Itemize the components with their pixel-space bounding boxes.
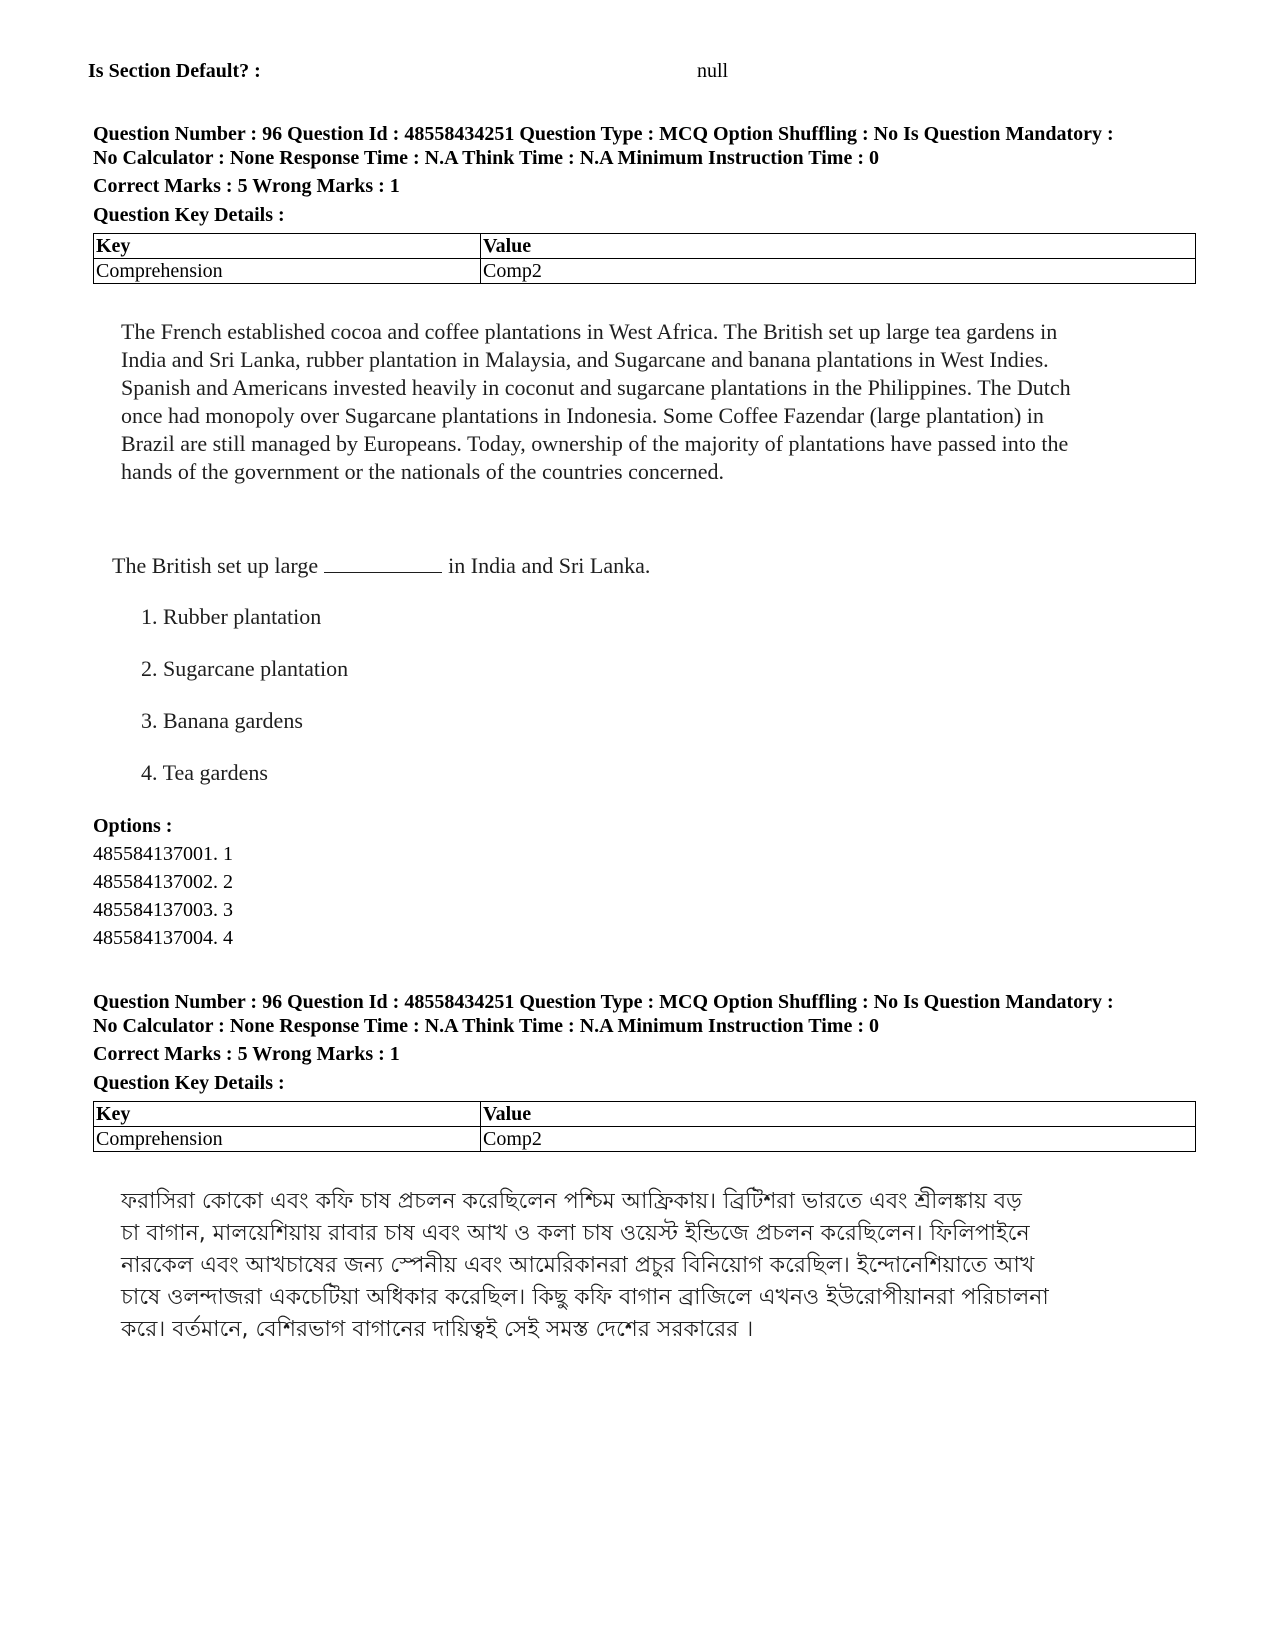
options-label: Options : [93,815,173,837]
passage-line: ফরাসিরা কোকো এবং কফি চাষ প্রচলন করেছিলেন পশ্চিম আফ্রিকায়। ব্রিটিশরা ভারতে এবং শ্রীলঙ্কায় বড় [121,1189,1022,1214]
table-row [94,1127,1196,1152]
passage-line: চাষে ওলন্দাজরা একচেটিয়া অধিকার করেছিল। কিছু কফি বাগান ব্রাজিলে এখনও ইউরোপীয়ানরা পরিচালনা [121,1285,1049,1310]
table-header-value: Value [481,234,1196,259]
marks-line: Correct Marks : 5 Wrong Marks : 1 [93,175,400,197]
option-item: 485584137002. 2 [93,871,233,893]
table-cell-value: Comp2 [481,259,1196,284]
choice-item: 4. Tea gardens [141,760,268,785]
choice-item: 3. Banana gardens [141,708,303,733]
key-details-table [93,233,1196,284]
marks-line: Correct Marks : 5 Wrong Marks : 1 [93,1043,400,1065]
passage-line: India and Sri Lanka, rubber plantation in Malaysia, and Sugarcane and banana plantations in West Indies. [121,347,1049,372]
table-cell-key: Comprehension [94,259,481,284]
table-header-key: Key [94,1102,481,1127]
table-cell-value: Comp2 [481,1127,1196,1152]
table-header-key: Key [94,234,481,259]
table-row [94,259,1196,284]
passage-line: Brazil are still managed by Europeans. Today, ownership of the majority of plantations have passed into the [121,431,1069,456]
answer-blank [324,552,442,573]
passage-line: Spanish and Americans invested heavily in coconut and sugarcane plantations in the Philippines. The Dutch [121,375,1071,400]
passage-line: once had monopoly over Sugarcane plantations in Indonesia. Some Coffee Fazendar (large plantation) in [121,403,1044,428]
question-meta-line-2: No Calculator : None Response Time : N.A Think Time : N.A Minimum Instruction Time : 0 [93,1015,879,1037]
question-stem-before: The British set up large [112,553,319,578]
choice-item: 1. Rubber plantation [141,604,322,629]
option-item: 485584137003. 3 [93,899,233,921]
question-stem [112,552,650,579]
passage-line: hands of the government or the nationals of the countries concerned. [121,459,724,484]
key-details-table [93,1101,1196,1152]
passage-line: The French established cocoa and coffee plantations in West Africa. The British set up large tea gardens in [121,319,1058,344]
key-details-label: Question Key Details : [93,204,285,226]
passage-line: চা বাগান, মালয়েশিয়ায় রাবার চাষ এবং আখ ও কলা চাষ ওয়েস্ট ইন্ডিজে প্রচলন করেছিলেন। ফিলিপাইনে [121,1221,1030,1246]
passage-english [121,318,1181,486]
option-item: 485584137004. 4 [93,927,233,949]
question-meta-line-1: Question Number : 96 Question Id : 48558434251 Question Type : MCQ Option Shuffling : No Is Question Mandatory : [93,991,1114,1013]
table-header-row [94,234,1196,259]
choice-item: 2. Sugarcane plantation [141,656,349,681]
passage-bengali [121,1186,1201,1346]
question-meta-line-1: Question Number : 96 Question Id : 48558434251 Question Type : MCQ Option Shuffling : No Is Question Mandatory : [93,123,1114,145]
table-header-row [94,1102,1196,1127]
passage-line: নারকেল এবং আখচাষের জন্য স্পেনীয় এবং আমেরিকানরা প্রচুর বিনিয়োগ করেছিল। ইন্দোনেশিয়াতে আখ [121,1253,1035,1278]
option-item: 485584137001. 1 [93,843,233,865]
key-details-label: Question Key Details : [93,1072,285,1094]
question-meta-line-2: No Calculator : None Response Time : N.A Think Time : N.A Minimum Instruction Time : 0 [93,147,879,169]
table-cell-key: Comprehension [94,1127,481,1152]
section-default-label: Is Section Default? : [88,60,261,82]
section-default-value: null [697,60,729,82]
table-header-value: Value [481,1102,1196,1127]
question-stem-after: in India and Sri Lanka. [448,553,651,578]
passage-line: করে। বর্তমানে, বেশিরভাগ বাগানের দায়িত্বই সেই সমস্ত দেশের সরকারের । [121,1317,754,1342]
